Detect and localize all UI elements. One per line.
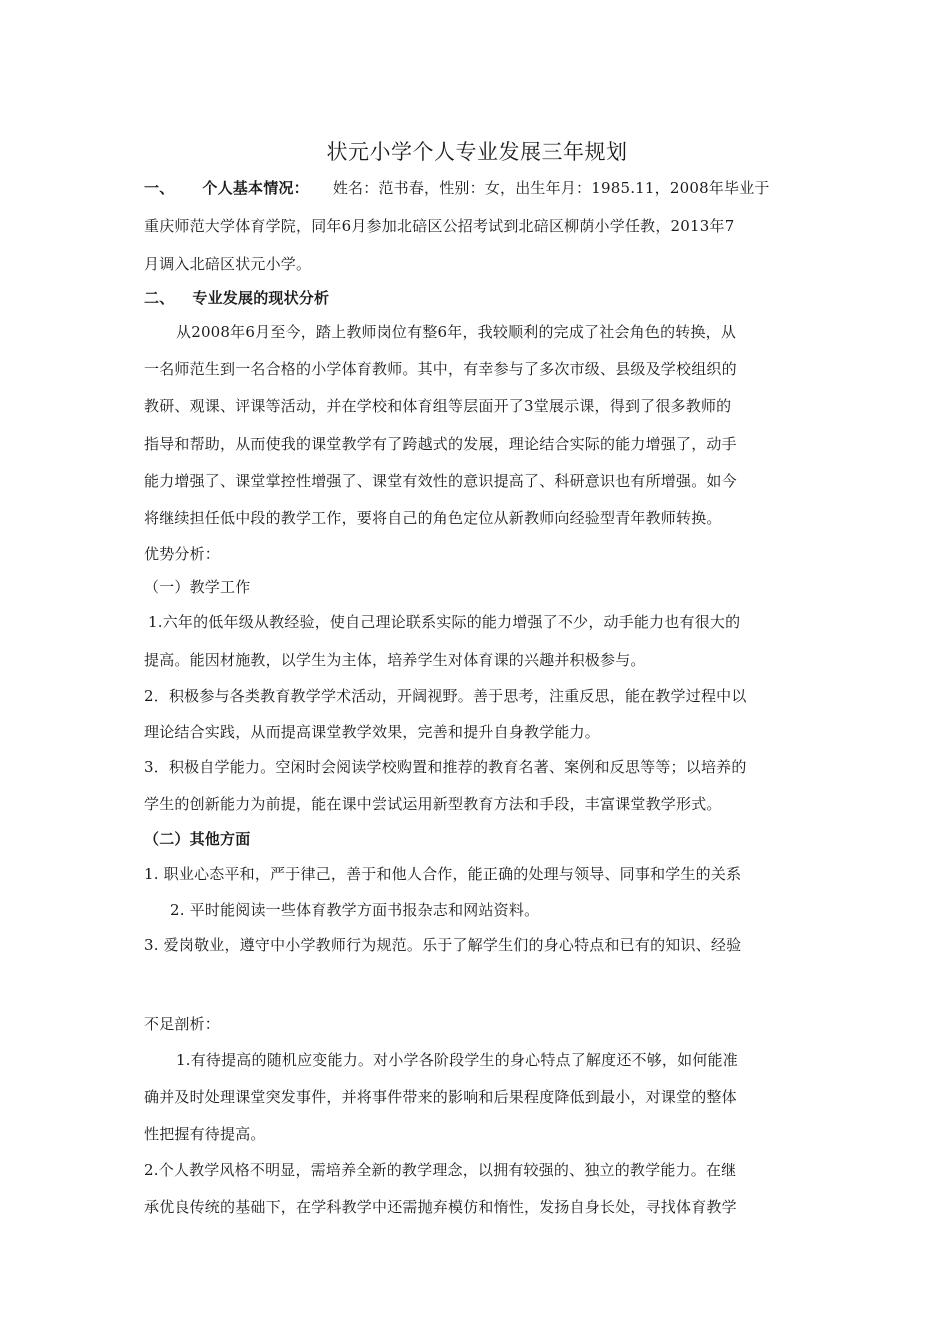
section1-text-line-3: 月调入北碚区状元小学。 — [144, 255, 312, 273]
teaching-item-2-line-2: 理论结合实践，从而提高课堂教学效果，完善和提升自身教学能力。 — [144, 723, 601, 741]
other-item-1: 1. 职业心态平和，严于律己，善于和他人合作，能正确的处理与领导、同事和学生的关系 — [144, 865, 742, 883]
shortcoming-1-line-2: 确并及时处理课堂突发事件，并将事件带来的影响和后果程度降低到最小，对课堂的整体 — [144, 1088, 737, 1106]
other-heading: （二）其他方面 — [144, 830, 251, 848]
teaching-item-2-line-1: 2．积极参与各类教育教学学术活动，开阔视野。善于思考，注重反思，能在教学过程中以 — [144, 687, 747, 705]
section2-paragraph-line-2: 一名师范生到一名合格的小学体育教师。其中，有幸参与了多次市级、县级及学校组织的 — [144, 360, 737, 378]
shortcoming-1-line-3: 性把握有待提高。 — [144, 1125, 266, 1143]
teaching-item-3-line-2: 学生的创新能力为前提，能在课中尝试运用新型教育方法和手段，丰富课堂教学形式。 — [144, 795, 722, 813]
section2-heading-line — [144, 288, 329, 308]
section2-paragraph-line-1: 从2008年6月至今，踏上教师岗位有整6年，我较顺利的完成了社会角色的转换，从 — [176, 323, 737, 341]
section2-paragraph-line-4: 指导和帮助，从而使我的课堂教学有了跨越式的发展，理论结合实际的能力增强了，动手 — [144, 435, 737, 453]
section2-heading: 专业发展的现状分析 — [192, 289, 330, 307]
section1-heading: 个人基本情况： — [202, 179, 309, 197]
document-title: 状元小学个人专业发展三年规划 — [326, 140, 628, 164]
shortcomings-label: 不足剖析： — [144, 1015, 221, 1033]
section2-number: 二、 — [144, 289, 175, 307]
teaching-heading: （一）教学工作 — [144, 578, 251, 596]
other-item-2: 2. 平时能阅读一些体育教学方面书报杂志和网站资料。 — [170, 901, 540, 919]
section1-text-line-1: 姓名：范书春，性别：女，出生年月：1985.11，2008年毕业于 — [332, 179, 770, 197]
teaching-item-3-line-1: 3．积极自学能力。空闲时会阅读学校购置和推荐的教育名著、案例和反思等等；以培养的 — [144, 758, 747, 776]
shortcoming-2-line-1: 2.个人教学风格不明显，需培养全新的教学理念，以拥有较强的、独立的教学能力。在继 — [144, 1161, 737, 1179]
other-item-3: 3. 爱岗敬业，遵守中小学教师行为规范。乐于了解学生们的身心特点和已有的知识、经验 — [144, 936, 742, 954]
shortcoming-1-line-1: 1.有待提高的随机应变能力。对小学各阶段学生的身心特点了解度还不够，如何能准 — [176, 1051, 738, 1069]
teaching-item-1-line-1: 1.六年的低年级从教经验，使自己理论联系实际的能力增强了不少，动手能力也有很大的 — [148, 613, 741, 631]
section2-paragraph-line-5: 能力增强了、课堂掌控性增强了、课堂有效性的意识提高了、科研意识也有所增强。如今 — [144, 472, 737, 490]
section2-paragraph-line-3: 教研、观课、评课等活动，并在学校和体育组等层面开了3堂展示课，得到了很多教师的 — [144, 397, 732, 415]
section2-paragraph-line-6: 将继续担任低中段的教学工作，要将自己的角色定位从新教师向经验型青年教师转换。 — [144, 509, 722, 527]
shortcoming-2-line-2: 承优良传统的基础下，在学科教学中还需抛弃模仿和惰性，发扬自身长处，寻找体育教学 — [144, 1198, 737, 1216]
teaching-item-1-line-2: 提高。能因材施教，以学生为主体，培养学生对体育课的兴趣并积极参与。 — [144, 651, 646, 669]
section1-text-line-2: 重庆师范大学体育学院，同年6月参加北碚区公招考试到北碚区柳荫小学任教，2013年7 — [144, 217, 735, 235]
advantages-label: 优势分析： — [144, 545, 221, 563]
section1-first-line — [144, 178, 770, 198]
section1-number: 一、 — [144, 179, 175, 197]
